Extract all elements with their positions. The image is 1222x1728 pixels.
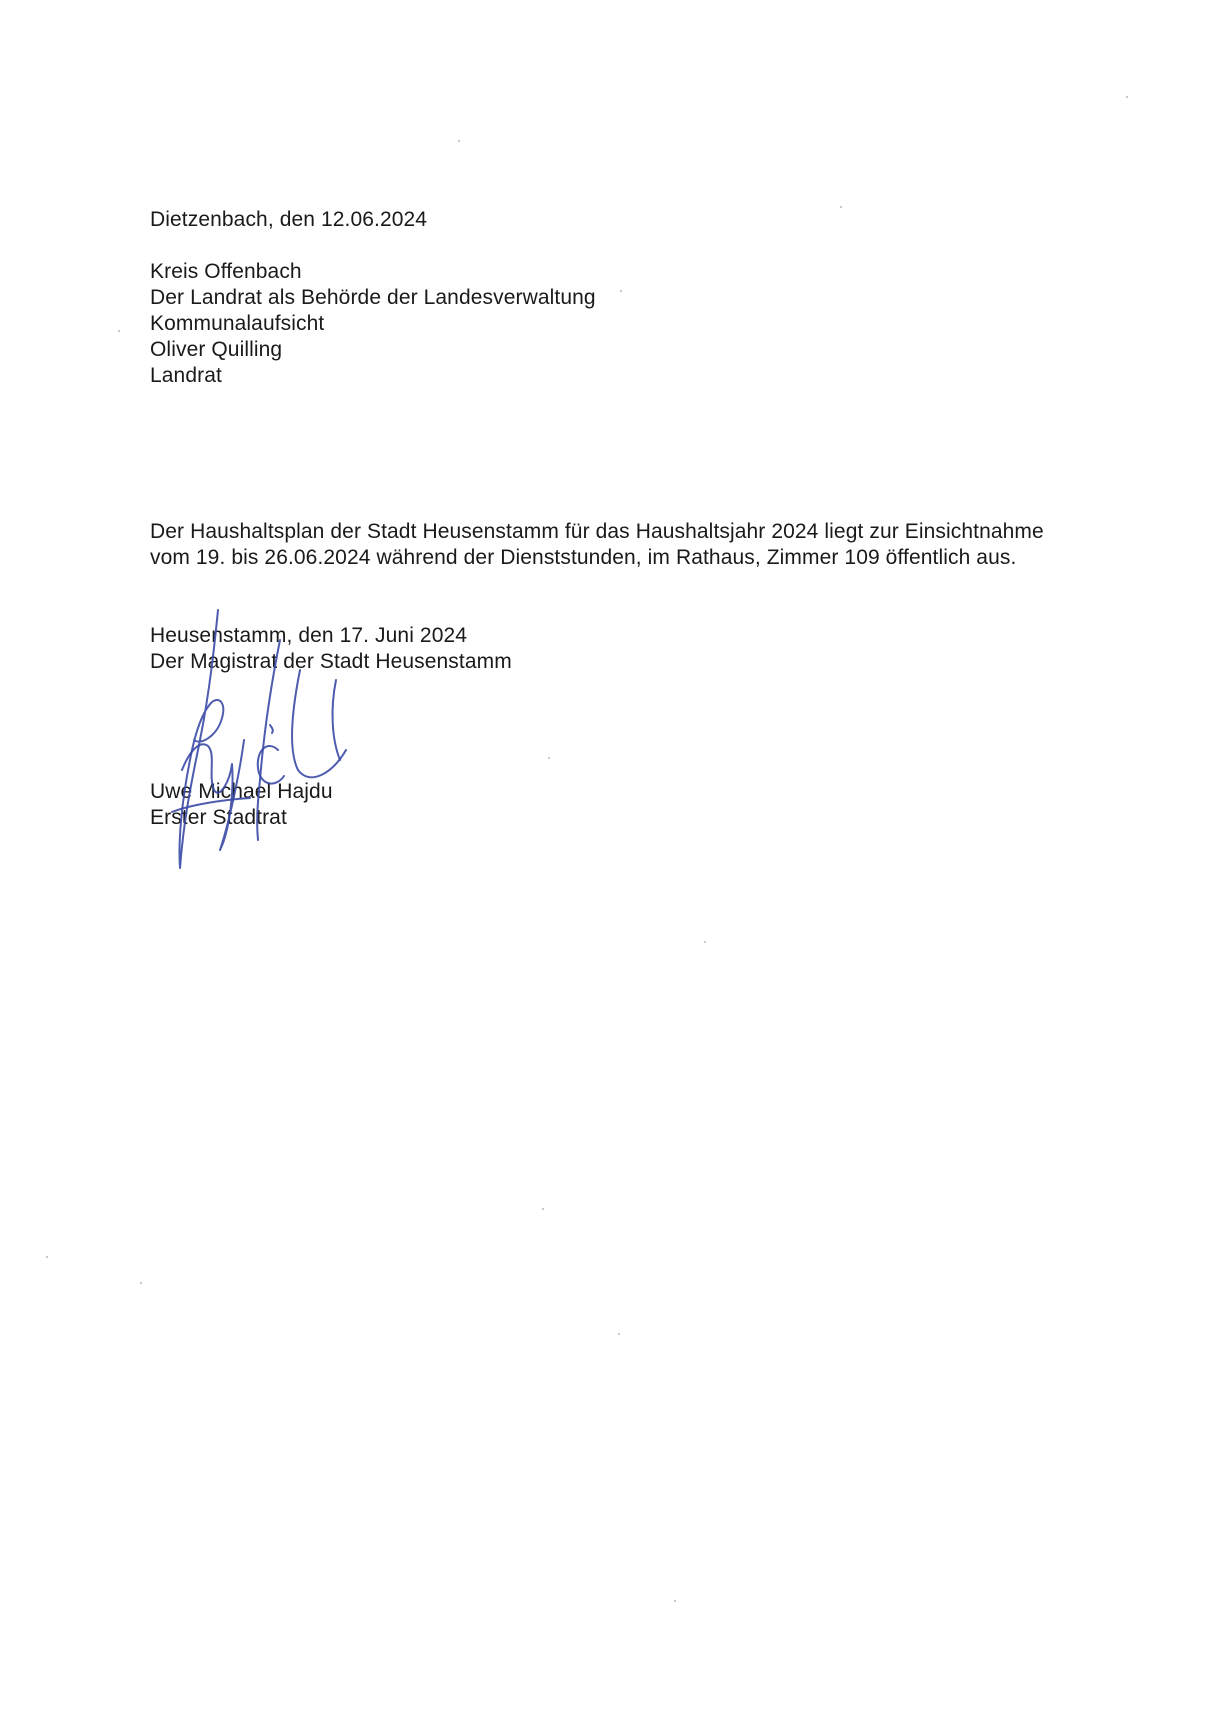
signer-title: Erster Stadtrat [150,806,287,829]
scan-speck [46,1256,48,1258]
scan-speck [548,757,550,759]
scan-speck [840,206,842,208]
recipient-line: Kreis Offenbach [150,260,302,283]
scan-speck [542,1208,544,1210]
recipient-line: Kommunalaufsicht [150,312,325,335]
signer-name: Uwe Michael Hajdu [150,780,333,803]
scan-speck [618,1333,620,1335]
body-line: Der Haushaltsplan der Stadt Heusenstamm für das Haushaltsjahr 2024 liegt zur Einsichtnahme [150,520,1044,543]
letter-place-date: Dietzenbach, den 12.06.2024 [150,208,428,231]
recipient-line: Oliver Quilling [150,338,283,361]
scan-speck [140,1282,142,1284]
scan-speck [674,1600,676,1602]
closing-authority: Der Magistrat der Stadt Heusenstamm [150,650,512,673]
scan-speck [704,941,706,943]
scan-speck [620,290,622,292]
scan-speck [458,140,460,142]
recipient-line: Landrat [150,364,222,387]
scan-speck [118,330,120,332]
body-line: vom 19. bis 26.06.2024 während der Dienststunden, im Rathaus, Zimmer 109 öffentlich aus. [150,546,1017,569]
recipient-line: Der Landrat als Behörde der Landesverwaltung [150,286,596,309]
closing-place-date: Heusenstamm, den 17. Juni 2024 [150,624,468,647]
scan-speck [1126,96,1128,98]
